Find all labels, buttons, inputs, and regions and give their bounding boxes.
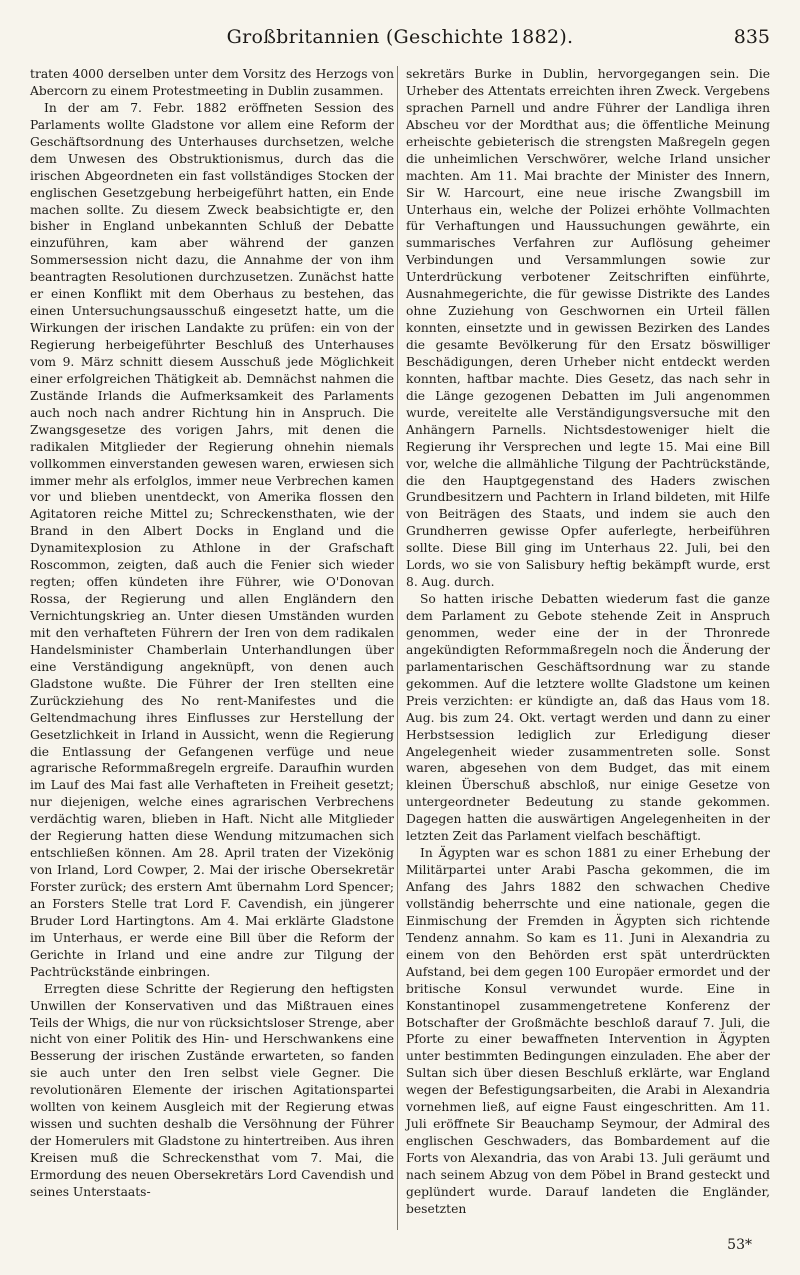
- left-column: [30, 66, 394, 1236]
- text-columns: [30, 66, 770, 1236]
- left-paragraph-3: Erregten diese Schritte der Regierung den heftigsten Unwillen der Konservativen und das Mißtrauen eines Teils der Whigs, die nur von rücksichtsloser Strenge, aber nicht von einer Politik des Hin- und Herschwankens eine Besserung der irischen Zustände erwarteten, so fanden sie auch unter den Iren selbst viele Gegner. Die revolutionären Elemente der irischen Agitationspartei wollten von keinem Ausgleich mit der Regierung etwas wissen und suchten deshalb die Versöhnung der Führer der Homerulers mit Gladstone zu hintertreiben. Aus ihren Kreisen muß die Schreckensthat vom 7. Mai, die Ermordung des neuen Obersekretärs Lord Cavendish und seines Unterstaats-: [30, 981, 394, 1199]
- right-column: [406, 66, 770, 1236]
- sheet-signature: 53*: [727, 1237, 752, 1253]
- left-paragraph-2: In der am 7. Febr. 1882 eröffneten Session des Parlaments wollte Gladstone vor allem eine Reform der Geschäftsordnung des Unterhauses durchsetzen, welche dem Unwesen des Obstruktionismus, durch das die irischen Abgeordneten ein fast vollständiges Stocken der englischen Gesetzgebung herbeigeführt hatten, ein Ende machen sollte. Zu diesem Zweck beabsichtigte er, den bisher in England unbekannten Schluß der Debatte einzuführen, kam aber während der ganzen Sommersession nicht dazu, die Annahme der von ihm beantragten Resolutionen durchzusetzen. Zunächst hatte er einen Konflikt mit dem Oberhaus zu bestehen, das einen Untersuchungsausschuß eingesetzt hatte, um die Wirkungen der irischen Landakte zu prüfen: ein von der Regierung herbeigeführter Beschluß des Unterhauses vom 9. März schnitt diesem Ausschuß jede Möglichkeit einer erfolgreichen Thätigkeit ab. Demnächst nahmen die Zustände Irlands die Aufmerksamkeit des Parlaments auch noch nach andrer Richtung hin in Anspruch. Die Zwangsgesetze des vorigen Jahrs, mit denen die radikalen Mitglieder der Regierung ohnehin niemals vollkommen einverstanden gewesen waren, erwiesen sich immer mehr als erfolglos, immer neue Verbrechen kamen vor und blieben unentdeckt, von Amerika flossen den Agitatoren reiche Mittel zu; Schreckensthaten, wie der Brand in den Albert Docks in England und die Dynamitexplosion zu Athlone in der Grafschaft Roscommon, zeigten, daß auch die Fenier sich wieder regten; offen kündeten ihre Führer, wie O'Donovan Rossa, der Regierung und allen Engländern den Vernichtungskrieg an. Unter diesen Umständen wurden mit den verhafteten Führern der Iren von dem radikalen Handelsminister Chamberlain Unterhandlungen über eine Verständigung angeknüpft, von denen auch Gladstone wußte. Die Führer der Iren stellten eine Zurückziehung des No rent-Manifestes und die Geltendmachung ihres Einflusses zur Herstellung der Gesetzlichkeit in Irland in Aussicht, wenn die Regierung die Entlassung der Gefangenen verfüge und neue agrarische Reformmaßregeln ergreife. Daraufhin wurden im Lauf des Mai fast alle Verhafteten in Freiheit gesetzt; nur diejenigen, welche eines agrarischen Verbrechens verdächtig waren, blieben in Haft. Nicht alle Mitglieder der Regierung hatten diese Wendung mitzumachen sich entschließen können. Am 28. April traten der Vizekönig von Irland, Lord Cowper, 2. Mai der irische Obersekretär Forster zurück; des erstern Amt übernahm Lord Spencer; an Forsters Stelle trat Lord F. Cavendish, ein jüngerer Bruder Lord Hartingtons. Am 4. Mai erklärte Gladstone im Unterhaus, er werde eine Bill über die Reform der Gerichte in Irland und eine andre zur Tilgung der Pachtrückstände einbringen.: [30, 100, 394, 979]
- left-paragraph-1: traten 4000 derselben unter dem Vorsitz des Herzogs von Abercorn zu einem Protestmeeting in Dublin zusammen.: [30, 67, 394, 98]
- right-paragraph-2: So hatten irische Debatten wiederum fast die ganze dem Parlament zu Gebote stehende Zeit in Anspruch genommen, weder eine der in der Thronrede angekündigten Reformmaßregeln noch die Änderung der parlamentarischen Geschäftsordnung war zu stande gekommen. Auf die letztere wollte Gladstone um keinen Preis verzichten: er kündigte an, daß das Haus vom 18. Aug. bis zum 24. Okt. vertagt werden und dann zu einer Herbstsession lediglich zur Erledigung dieser Angelegenheit wieder zusammentreten solle. Sonst waren, abgesehen von dem Budget, das mit einem kleinen Überschuß abschloß, nur einige Gesetze von untergeordneter Bedeutung zu stande gekommen. Dagegen hatten die auswärtigen Angelegenheiten in der letzten Zeit das Parlament vielfach beschäftigt.: [406, 592, 770, 844]
- right-paragraph-3: In Ägypten war es schon 1881 zu einer Erhebung der Militärpartei unter Arabi Pascha gekommen, die im Anfang des Jahrs 1882 den schwachen Chedive vollständig beherrschte und eine nationale, gegen die Einmischung der Fremden in Ägypten sich richtende Tendenz annahm. So kam es 11. Juni in Alexandria zu einem von den Behörden erst spät unterdrückten Aufstand, bei dem gegen 100 Europäer ermordet und der britische Konsul verwundet wurde. Eine in Konstantinopel zusammengetretene Konferenz der Botschafter der Großmächte beschloß darauf 7. Juli, die Pforte zu einer bewaffneten Intervention in Ägypten unter bestimmten Bedingungen einzuladen. Ehe aber der Sultan sich über diesen Beschluß erklärte, war England wegen der Befestigungsarbeiten, die Arabi in Alexandria vornehmen ließ, auf eigne Faust eingeschritten. Am 11. Juli eröffnete Sir Beauchamp Seymour, der Admiral des englischen Geschwaders, das Bombardement auf die Forts von Alexandria, das von Arabi 13. Juli geräumt und nach seinem Abzug von dem Pöbel in Brand gesteckt und geplündert wurde. Darauf landeten die Engländer, besetzten: [406, 846, 770, 1216]
- running-title: Großbritannien (Geschichte 1882).: [226, 26, 574, 48]
- running-head: [30, 26, 770, 50]
- page-number: 835: [733, 26, 770, 48]
- right-paragraph-1: sekretärs Burke in Dublin, hervorgegangen sein. Die Urheber des Attentats erreichten ihren Zweck. Vergebens sprachen Parnell und andre Führer der Landliga ihren Abscheu vor der Mordthat aus; die öffentliche Meinung erheischte gebieterisch die strengsten Maßregeln gegen die unheimlichen Verschwörer, welche Irland unsicher machten. Am 11. Mai brachte der Minister des Innern, Sir W. Harcourt, eine neue irische Zwangsbill im Unterhaus ein, welche der Polizei erhöhte Vollmachten für Verhaftungen und Haussuchungen gewährte, ein summarisches Verfahren zur Auflösung geheimer Verbindungen und Versammlungen sowie zur Unterdrückung verbotener Zeitschriften einführte, Ausnahmegerichte, die für gewisse Distrikte des Landes ohne Zuziehung von Geschwornen ein Urteil fällen konnten, einsetzte und in gewissen Bezirken des Landes die gesamte Bevölkerung für den Ersatz böswilliger Beschädigungen, deren Urheber nicht entdeckt werden konnten, haftbar machte. Dies Gesetz, das nach sehr in die Länge gezogenen Debatten im Juli angenommen wurde, vereitelte alle Verständigungsversuche mit den Anhängern Parnells. Nichtsdestoweniger hielt die Regierung ihr Versprechen und legte 15. Mai eine Bill vor, welche die allmähliche Tilgung der Pachtrückstände, die den Hauptgegenstand des Haders zwischen Grundbesitzern und Pachtern in Irland bildeten, mit Hilfe von Beiträgen des Staats, und indem sie auch den Grundherren gewisse Opfer auferlegte, herbeiführen sollte. Diese Bill ging im Unterhaus 22. Juli, bei den Lords, wo sie von Salisbury heftig bekämpft wurde, erst 8. Aug. durch.: [406, 67, 770, 590]
